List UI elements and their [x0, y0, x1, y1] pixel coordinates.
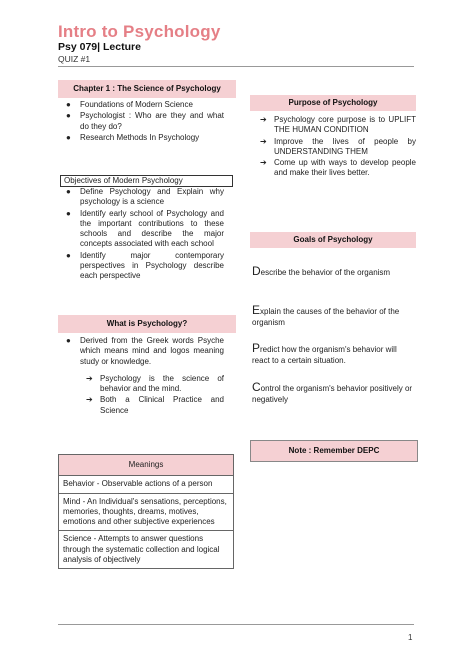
list-item: ➔ Psychology core purpose is to UPLIFT THE HUMAN CONDITION	[260, 115, 416, 135]
arrow-icon: ➔	[86, 395, 93, 405]
list-item: ● Research Methods In Psychology	[66, 132, 200, 142]
table-row: Science - Attempts to answer questions through the systematic collection and logical analysis of objectively	[59, 531, 234, 569]
purpose-heading: Purpose of Psychology	[250, 95, 416, 111]
arrow-icon: ➔	[260, 158, 267, 168]
list-item: ● Psychologist : Who are they and what do they do?	[66, 111, 224, 131]
bullet-icon: ●	[66, 336, 71, 345]
what-is-content	[60, 336, 224, 417]
list-item: ● Derived from the Greek words Psyche which means mind and logos meaning study or knowledge.	[66, 336, 224, 366]
purpose-list	[254, 115, 416, 180]
bullet-icon: ●	[66, 208, 71, 218]
chapter-list	[60, 100, 224, 144]
note-box: Note : Remember DEPC	[250, 440, 418, 462]
bullet-icon: ●	[66, 187, 71, 196]
bullet-icon: ●	[66, 111, 71, 121]
goal-item: Describe the behavior of the organism	[252, 264, 391, 278]
list-item: ● Define Psychology and Explain why psychology is a science	[66, 187, 224, 207]
bullet-icon: ●	[66, 132, 71, 142]
what-is-heading: What is Psychology?	[58, 315, 236, 333]
bullet-icon: ●	[66, 100, 71, 109]
bullet-icon: ●	[66, 250, 71, 260]
meanings-table	[58, 454, 234, 569]
arrow-icon: ➔	[260, 115, 267, 124]
objectives-heading: Objectives of Modern Psychology	[60, 175, 233, 187]
footer-divider	[58, 624, 414, 625]
list-item: ➔ Both a Clinical Practice and Science	[86, 395, 224, 415]
objectives-list	[60, 187, 224, 283]
course-subtitle: Psy 079| Lecture	[58, 41, 141, 53]
table-row: Mind - An Individual's sensations, perceptions, memories, thoughts, dreams, motives, emotions and other subjective experiences	[59, 493, 234, 531]
arrow-icon: ➔	[260, 136, 267, 146]
goal-item: Explain the causes of the behavior of the organism	[252, 303, 400, 327]
list-item: ● Identify early school of Psychology and the important contributions to these schools and describe the major concepts associated with each school	[66, 208, 224, 249]
list-item: ➔ Improve the lives of people by UNDERSTANDING THEM	[260, 136, 416, 156]
document-title: Intro to Psychology	[58, 22, 221, 41]
list-item: ● Foundations of Modern Science	[66, 100, 193, 109]
arrow-icon: ➔	[86, 373, 93, 383]
goal-item: Predict how the organism's behavior will react to a certain situation.	[252, 341, 397, 365]
table-row: Behavior - Observable actions of a person	[59, 476, 234, 493]
page-number: 1	[408, 633, 413, 642]
quiz-label: QUIZ #1	[58, 54, 91, 64]
header-divider	[58, 66, 414, 67]
goals-heading: Goals of Psychology	[250, 232, 416, 248]
list-item: ● Identify major contemporary perspectives in Psychology describe each perspective	[66, 250, 224, 281]
meanings-heading: Meanings	[59, 455, 234, 476]
list-item: ➔ Come up with ways to develop people and make their lives better.	[260, 158, 416, 178]
chapter-heading: Chapter 1 : The Science of Psychology	[58, 80, 236, 98]
list-item: ➔ Psychology is the science of behavior and the mind.	[86, 373, 224, 394]
goal-item: Control the organism's behavior positively or negatively	[252, 380, 413, 404]
